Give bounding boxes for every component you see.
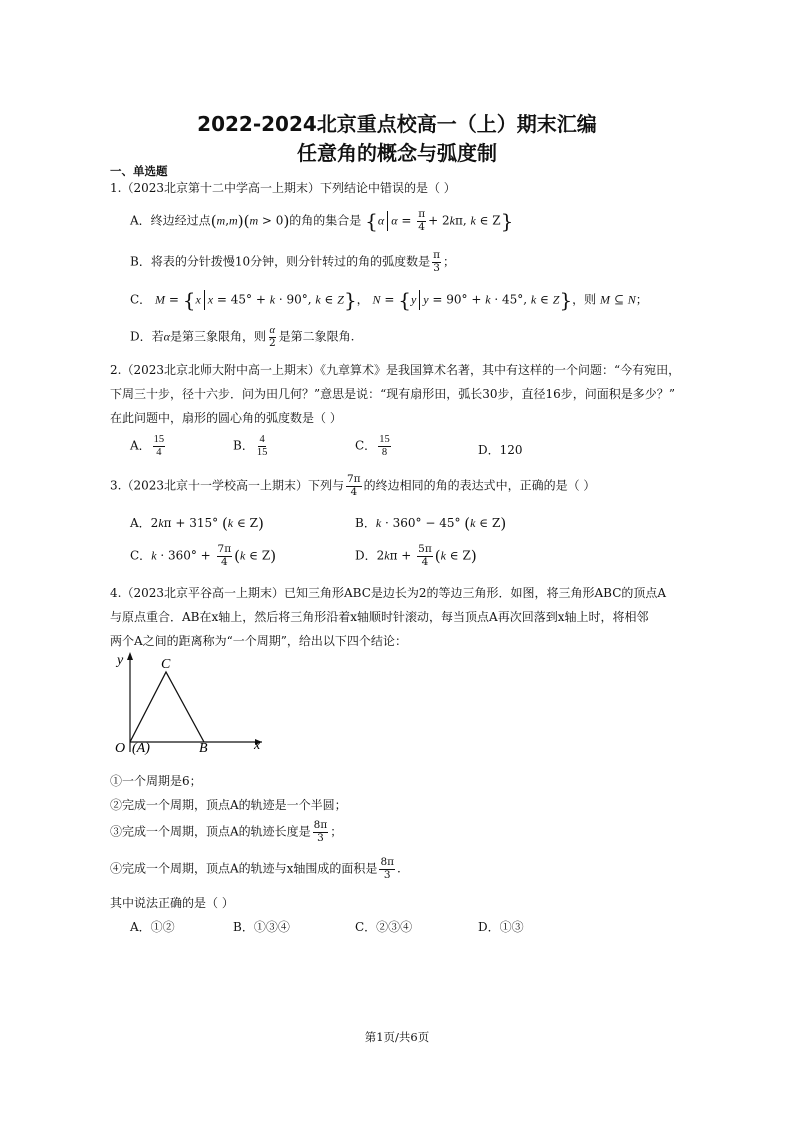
vertex-c-label: C (161, 657, 171, 672)
triangle-figure (110, 648, 270, 758)
q4-ask: 其中说法正确的是（ ） (110, 896, 234, 910)
q2-option-d: D．120 (478, 443, 523, 457)
q1-option-c: C． M = {x x = 45° + k · 90°, k ∈ Z}， N = {y y = 90° + k · 45°, k ∈ Z}，则 M ⊆ N； (130, 288, 648, 312)
page-footer: 第1页/共6页 (364, 1030, 430, 1044)
q2-stem-line3: 在此问题中，扇形的圆心角的弧度数是（ ） (110, 411, 342, 425)
triangle-abc (130, 672, 204, 742)
q2-option-b: B． $\frac{4}{15}$ (233, 434, 268, 458)
document-title-line1: 2022-2024北京重点校高一（上）期末汇编 (197, 112, 597, 136)
q2-stem-line2: 下周三十步，径十六步．问为田几何？”意思是说：“现有扇形田，弧长30步，直径16步，问面积是多少？” (110, 387, 675, 401)
section-heading: 一、单选题 (110, 164, 168, 178)
q4-stem-line2: 与原点重合．AB在x轴上，然后将三角形沿着x轴顺时针滚动，每当顶点A再次回落到x轴上时，将相邻 (110, 610, 649, 624)
x-axis-label: x (254, 738, 261, 753)
q3-stem: 3.（2023北京十一学校高一上期末）下列与 $\frac{7\pi}{4}$ 的终边相同的角的表达式中，正确的是（ ） (110, 473, 596, 498)
q4-option-c: C．②③④ (355, 920, 413, 934)
q4-option-d: D．①③ (478, 920, 524, 934)
q4-statement-3: ③完成一个周期，顶点A的轨迹长度是 $\frac{8\pi}{3}$ ； (110, 819, 343, 844)
q1-option-b: B．将表的分针拨慢10分钟，则分针转过的角的弧度数是 $\frac{\pi}{3}$ ； (130, 249, 456, 274)
q4-stem-line1: 4.（2023北京平谷高一上期末）已知三角形ABC是边长为2的等边三角形．如图，将三角形ABC的顶点A (110, 586, 667, 600)
q2-stem-line1: 2.（2023北京北师大附中高一上期末）《九章算术》是我国算术名著，其中有这样的一个问题：“今有宛田， (110, 363, 681, 377)
q1-option-a: A．终边经过点(m,m)(m > 0)的角的集合是 {α α = $\frac{\pi}{4}$ + 2kπ, k ∈ Z} (130, 208, 514, 234)
q1-stem: 1.（2023北京第十二中学高一上期末）下列结论中错误的是（ ） (110, 181, 456, 195)
vertex-a-label: (A) (132, 741, 150, 756)
q3-option-a: A．2kπ + 315° (k ∈ Z) (130, 514, 264, 533)
q4-statement-4: ④完成一个周期，顶点A的轨迹与x轴围成的面积是 $\frac{8\pi}{3}$ . (110, 856, 401, 881)
q3-option-d: D．2kπ + $\frac{5\pi}{4}$ (k ∈ Z) (355, 543, 477, 568)
y-axis-label: y (117, 653, 124, 668)
q3-option-b: B．k · 360° − 45° (k ∈ Z) (355, 514, 507, 533)
q3-option-c: C．k · 360° + $\frac{7\pi}{4}$ (k ∈ Z) (130, 543, 277, 568)
q2-option-c: C． $\frac{15}{8}$ (355, 434, 390, 458)
q1-option-d: D．若α是第三象限角，则 $\frac{\alpha}{2}$ 是第二象限角. (130, 325, 355, 349)
vertex-b-label: B (199, 741, 208, 756)
q2-option-a: A． $\frac{15}{4}$ (130, 434, 165, 458)
q4-statement-2: ②完成一个周期，顶点A的轨迹是一个半圆； (110, 798, 347, 812)
q4-option-a: A．①② (130, 920, 175, 934)
document-title-line2: 任意角的概念与弧度制 (297, 141, 497, 165)
q4-statement-1: ①一个周期是6； (110, 774, 202, 788)
origin-label: O (115, 741, 126, 756)
q4-stem-line3: 两个A之间的距离称为“一个周期”，给出以下四个结论： (110, 634, 407, 648)
q4-option-b: B．①③④ (233, 920, 290, 934)
y-axis-arrow (127, 652, 133, 660)
